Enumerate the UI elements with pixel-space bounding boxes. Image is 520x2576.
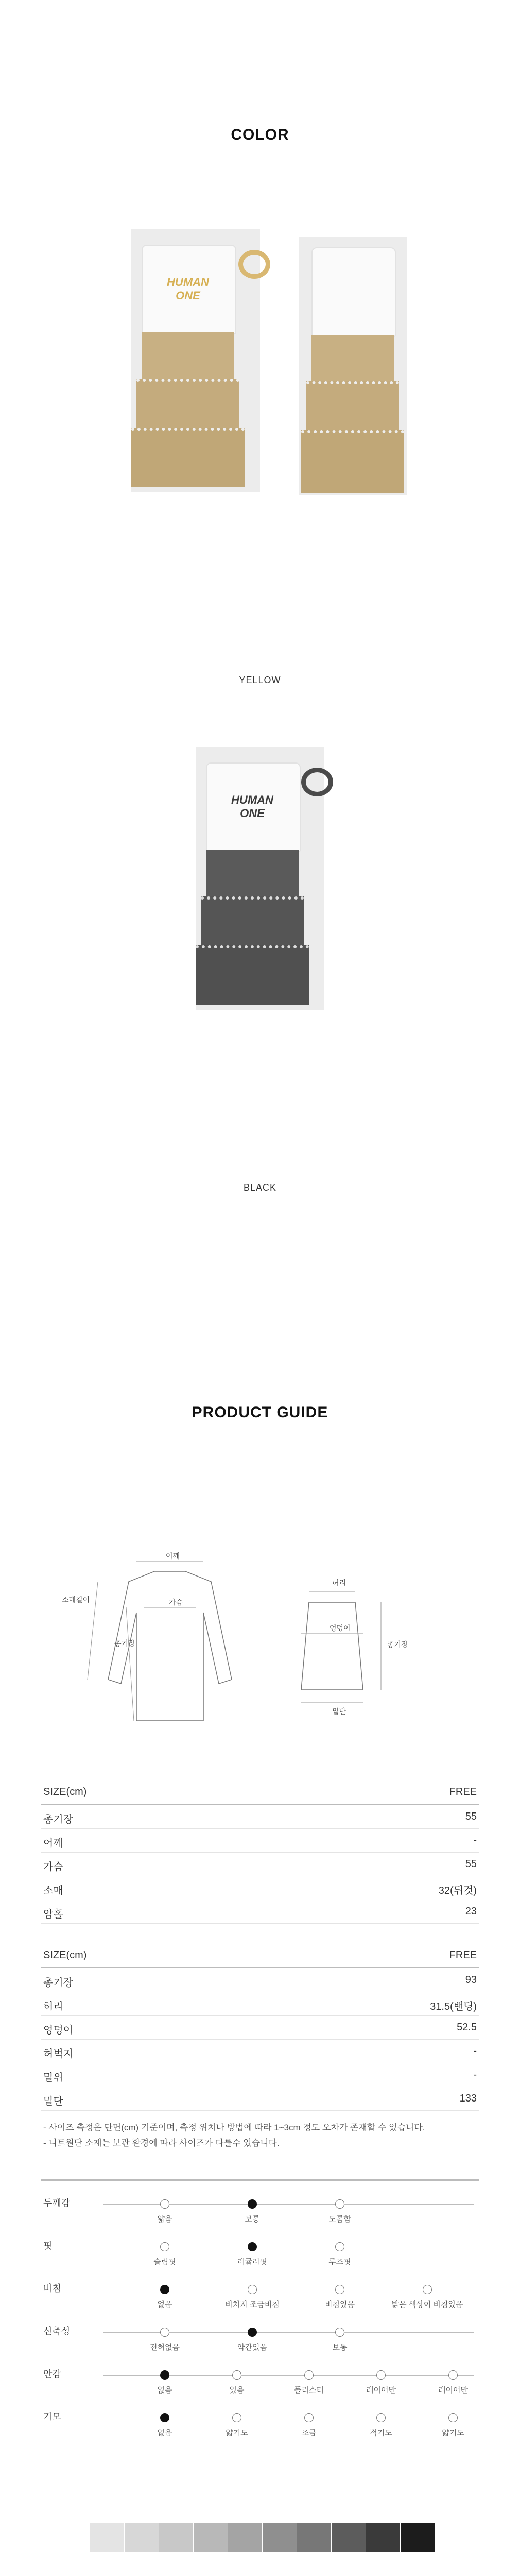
- color-name-yellow: YELLOW: [239, 675, 281, 685]
- fit-scale-line: [103, 2204, 474, 2205]
- fit-option-dot-selected: [160, 2370, 169, 2380]
- skirt-back-tier-3: [301, 430, 404, 493]
- grayscale-swatch: [125, 2523, 159, 2552]
- color-section-title: COLOR: [231, 126, 289, 143]
- skirt-tier-3: [131, 428, 245, 487]
- table-row: 밑위 -: [41, 2063, 479, 2087]
- table-row: 가슴 55: [41, 1852, 479, 1876]
- size-note: - 니트원단 소재는 보관 환경에 따라 사이즈가 다를수 있습니다.: [43, 2138, 280, 2148]
- fit-option-dot: [335, 2242, 344, 2251]
- fit-option-label: 약간있음: [237, 2343, 267, 2352]
- table-row: 밑단 133: [41, 2087, 479, 2111]
- fit-option-label: 레이어만: [366, 2386, 396, 2395]
- fit-option-label: 레이어만: [438, 2386, 468, 2395]
- shirt-print: HUMAN ONE: [231, 793, 273, 820]
- yellow-product-photo-back: [299, 237, 407, 495]
- table-row: 소매 32(뒤것): [41, 1876, 479, 1900]
- fit-option-dot: [335, 2328, 344, 2337]
- fit-option-label: 도톰함: [328, 2215, 351, 2224]
- fit-option-dot: [160, 2242, 169, 2251]
- fit-option-dot-selected: [248, 2199, 257, 2209]
- table-row: 허리 31.5(밴딩): [41, 1992, 479, 2016]
- skirt-tier-3: [196, 945, 309, 1005]
- fit-option-dot: [335, 2285, 344, 2294]
- top-label-chest: 가슴: [169, 1598, 183, 1606]
- fit-option-label: 비침있음: [325, 2300, 355, 2309]
- skirt-back-tier-1: [311, 335, 394, 381]
- fit-option-dot: [160, 2328, 169, 2337]
- grayscale-swatch: [401, 2523, 435, 2552]
- fit-option-label: 없음: [157, 2386, 172, 2395]
- fit-label-fit: 핏: [43, 2241, 53, 2251]
- color-name-black: BLACK: [243, 1182, 277, 1193]
- fit-label-stretch: 신축성: [43, 2326, 71, 2336]
- fit-option-label: 비치지 조금비침: [225, 2300, 280, 2309]
- skirt-tier-2: [136, 379, 239, 431]
- fit-option-dot: [248, 2285, 257, 2294]
- fit-option-dot-selected: [160, 2285, 169, 2294]
- grayscale-swatch: [332, 2523, 366, 2552]
- fit-option-label: 얇기도: [226, 2429, 248, 2437]
- fit-option-dot: [304, 2370, 314, 2380]
- fit-scale-line: [103, 2375, 474, 2376]
- grayscale-swatch: [366, 2523, 400, 2552]
- top-label-sleeve: 소매길이: [62, 1596, 90, 1604]
- fit-option-dot: [448, 2370, 458, 2380]
- table-row: 총기장 55: [41, 1805, 479, 1829]
- fit-option-label: 얇기도: [442, 2429, 464, 2437]
- grayscale-swatch: [263, 2523, 297, 2552]
- fit-top-rule: [41, 2179, 479, 2181]
- fit-option-label: 있음: [229, 2386, 245, 2395]
- shirt-print: HUMAN ONE: [167, 276, 209, 302]
- length-measure-line: [126, 1607, 134, 1721]
- fit-option-dot: [232, 2370, 241, 2380]
- fit-option-dot: [160, 2199, 169, 2209]
- fit-option-label: 슬림핏: [153, 2258, 176, 2266]
- fit-option-dot: [448, 2413, 458, 2422]
- fit-label-lining: 안감: [43, 2369, 61, 2379]
- top-label-length: 총기장: [114, 1639, 135, 1648]
- fit-option-dot: [304, 2413, 314, 2422]
- grayscale-swatch: [194, 2523, 228, 2552]
- skirt-tier-1: [142, 332, 234, 379]
- fit-option-label: 없음: [157, 2300, 172, 2309]
- fit-option-dot-selected: [160, 2413, 169, 2422]
- skirt-label-hip: 엉덩이: [330, 1624, 351, 1632]
- table-row: 총기장 93: [41, 1968, 479, 1992]
- fit-option-label: 적기도: [370, 2429, 392, 2437]
- fit-option-label: 조금: [301, 2429, 317, 2437]
- fit-label-thickness: 두께감: [43, 2198, 71, 2208]
- grayscale-swatch: [297, 2523, 331, 2552]
- size-table-2-header: SIZE(cm) FREE: [41, 1943, 479, 1968]
- fit-option-dot-selected: [248, 2328, 257, 2337]
- fit-option-label: 전혀없음: [150, 2343, 180, 2352]
- skirt-tier-2: [201, 896, 304, 948]
- table-row: 암홀 23: [41, 1900, 479, 1924]
- size-note: - 사이즈 측정은 단면(cm) 기준이며, 측정 위치나 방법에 따라 1~3cm 정도 오차가 존재할 수 있습니다.: [43, 2123, 425, 2132]
- top-label-shoulder: 어깨: [166, 1552, 180, 1560]
- tshirt-back-image: [311, 247, 396, 337]
- skirt-label-hem: 밑단: [332, 1707, 346, 1716]
- fit-option-label: 폴리스터: [294, 2386, 324, 2395]
- skirt-label-waist: 허리: [332, 1579, 346, 1587]
- fit-option-dot: [335, 2199, 344, 2209]
- fit-label-sheerness: 비침: [43, 2283, 61, 2294]
- fit-option-label: 레귤러핏: [237, 2258, 267, 2266]
- fit-option-dot-selected: [248, 2242, 257, 2251]
- fit-option-label: 보통: [245, 2215, 260, 2224]
- fit-option-label: 보통: [332, 2343, 348, 2352]
- skirt-label-length: 총기장: [387, 1640, 408, 1649]
- table-row: 어깨 -: [41, 1828, 479, 1853]
- skirt-back-tier-2: [306, 381, 399, 433]
- grayscale-swatch: [159, 2523, 193, 2552]
- yellow-product-photo-front: [131, 229, 260, 492]
- fit-option-label: 얇음: [157, 2215, 172, 2224]
- fit-option-label: 밝은 색상이 비침있음: [391, 2300, 463, 2309]
- fit-option-dot: [376, 2370, 386, 2380]
- table-row: 엉덩이 52.5: [41, 2015, 479, 2040]
- black-product-photo: [196, 747, 324, 1010]
- scrunchie-image: [238, 250, 270, 279]
- fit-label-brushed: 기모: [43, 2412, 61, 2422]
- grayscale-swatch: [90, 2523, 124, 2552]
- fit-option-dot: [232, 2413, 241, 2422]
- table-row: 허벅지 -: [41, 2039, 479, 2063]
- fit-option-dot: [423, 2285, 432, 2294]
- skirt-tier-1: [206, 850, 299, 896]
- fit-option-dot: [376, 2413, 386, 2422]
- fit-option-label: 루즈핏: [328, 2258, 351, 2266]
- scrunchie-image: [301, 768, 333, 796]
- product-guide-title: PRODUCT GUIDE: [192, 1404, 328, 1421]
- grayscale-swatch: [228, 2523, 262, 2552]
- fit-scale-line: [103, 2332, 474, 2333]
- skirt-outline: [301, 1602, 363, 1690]
- fit-option-label: 없음: [157, 2429, 172, 2437]
- size-table-1-header: SIZE(cm) FREE: [41, 1780, 479, 1805]
